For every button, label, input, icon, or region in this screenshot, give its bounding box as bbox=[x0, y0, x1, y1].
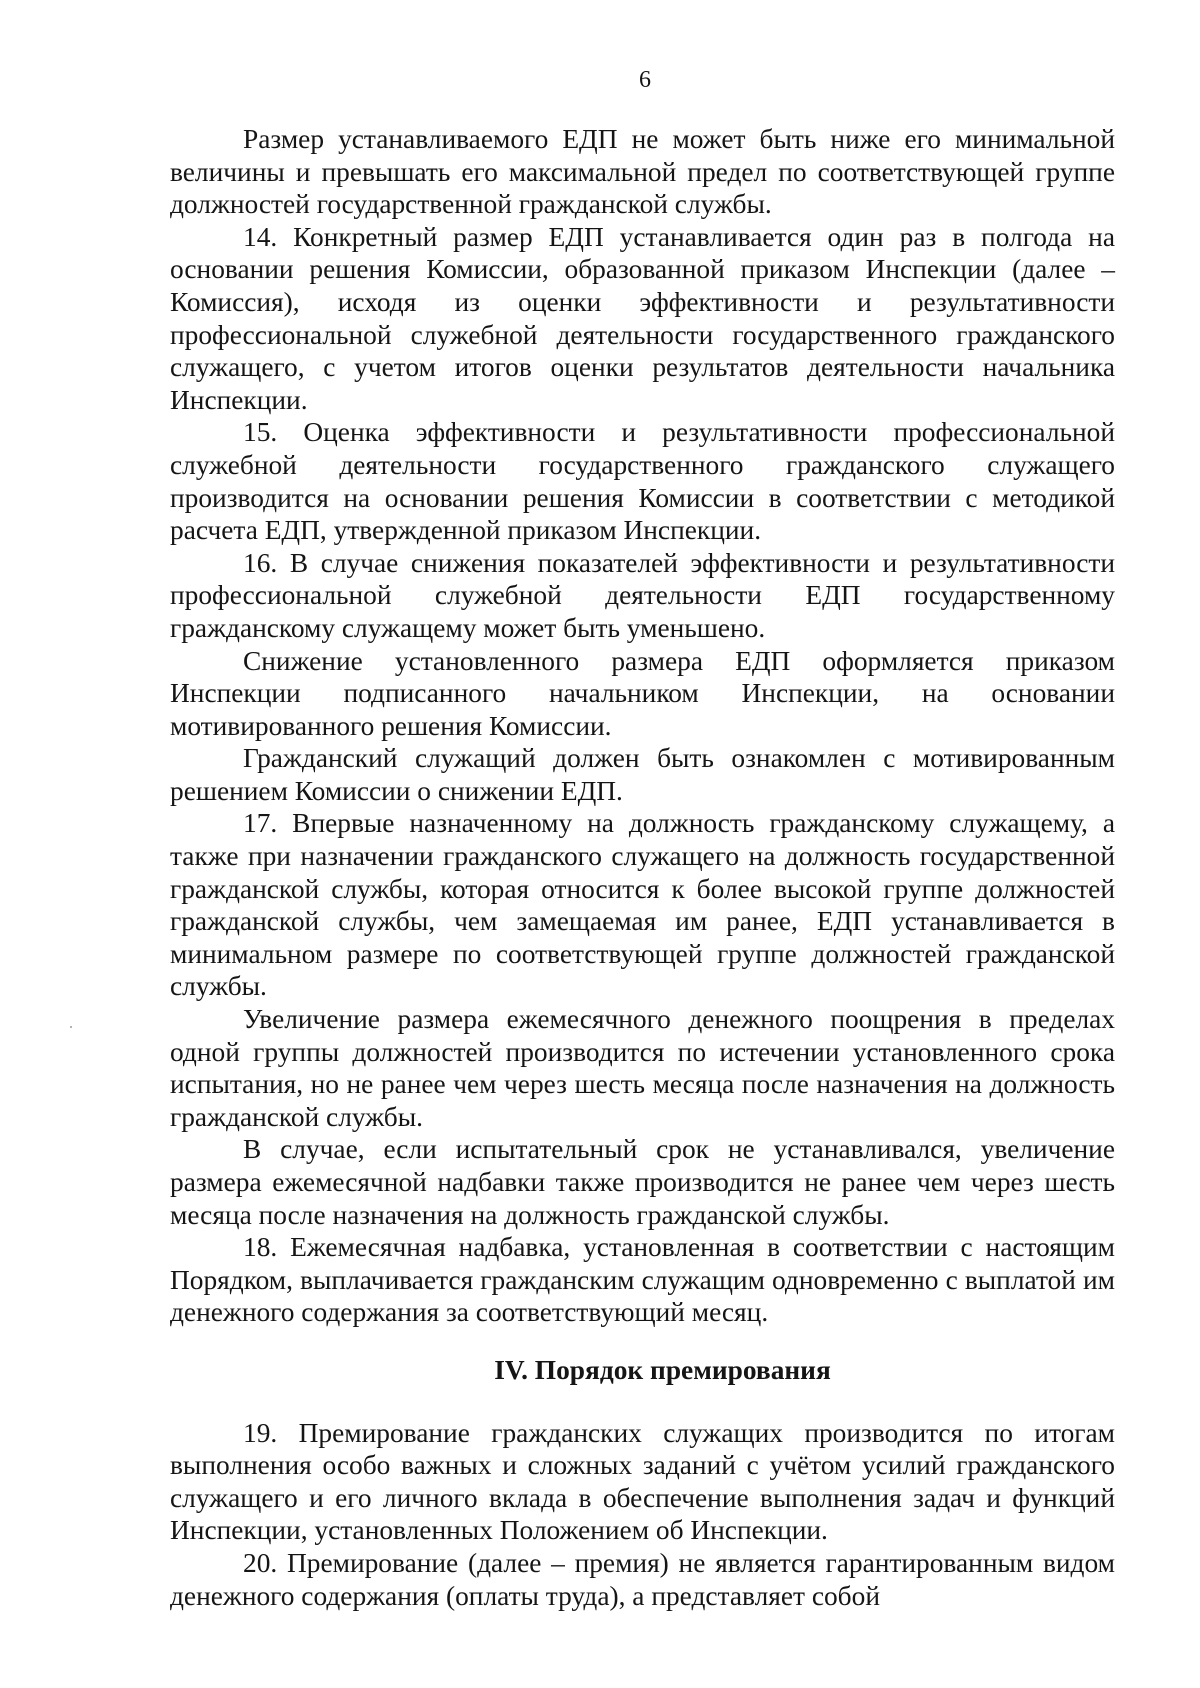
scan-speck bbox=[70, 1026, 72, 1028]
paragraph-bonus-increase: Увеличение размера ежемесячного денежного поощрения в пределах одной группы должностей производится по истечении установленного срока испытания, но не ранее чем через шесть месяца после назначения на должность гражданской службы. bbox=[170, 1004, 1115, 1132]
paragraph-edp-reduction-notice: Гражданский служащий должен быть ознакомлен с мотивированным решением Комиссии о снижении ЕДП. bbox=[170, 743, 1115, 806]
page-number: 6 bbox=[639, 67, 651, 93]
paragraph-edp-reduction-order: Снижение установленного размера ЕДП оформляется приказом Инспекции подписанного начальником Инспекции, на основании мотивированного решения Комиссии. bbox=[170, 645, 1115, 741]
paragraph-edp-limits: Размер устанавливаемого ЕДП не может быть ниже его минимальной величины и превышать его максимальной предел по соответствующей группе должностей государственной гражданской службы. bbox=[170, 124, 1115, 220]
paragraph-20: 20. Премирование (далее – премия) не является гарантированным видом денежного содержания (оплаты труда), а представляет собой bbox=[170, 1547, 1115, 1611]
document-body bbox=[170, 123, 1115, 1612]
paragraph-18: 18. Ежемесячная надбавка, установленная в соответствии с настоящим Порядком, выплачивается гражданским служащим одновременно с выплатой им денежного содержания за соответствующий месяц. bbox=[170, 1232, 1115, 1328]
paragraph-probation-case: В случае, если испытательный срок не устанавливался, увеличение размера ежемесячной надбавки также производится не ранее чем через шесть месяца после назначения на должность гражданской службы. bbox=[170, 1134, 1115, 1230]
paragraph-14: 14. Конкретный размер ЕДП устанавливается один раз в полгода на основании решения Комиссии, образованной приказом Инспекции (далее – Комиссия), исходя из оценки эффективности и результативности профессиональной служебной деятельности государственного гражданского служащего, с учетом итогов оценки результатов деятельности начальника Инспекции. bbox=[170, 221, 1115, 415]
paragraph-16: 16. В случае снижения показателей эффективности и результативности профессиональной служебной деятельности ЕДП государственному гражданскому служащему может быть уменьшено. bbox=[170, 547, 1115, 643]
paragraph-19: 19. Премирование гражданских служащих производится по итогам выполнения особо важных и сложных заданий с учётом усилий гражданского служащего и его личного вклада в обеспечение выполнения задач и функций Инспекции, установленных Положением об Инспекции. bbox=[170, 1417, 1115, 1546]
paragraph-17: 17. Впервые назначенному на должность гражданскому служащему, а также при назначении гражданского служащего на должность государственной гражданской службы, которая относится к более высокой группе должностей гражданской службы, чем замещаемая им ранее, ЕДП устанавливается в минимальном размере по соответствующей группе должностей гражданской службы. bbox=[170, 808, 1115, 1002]
section-heading: IV. Порядок премирования bbox=[494, 1354, 831, 1385]
paragraph-15: 15. Оценка эффективности и результативности профессиональной служебной деятельности государственного гражданского служащего производится на основании решения Комиссии в соответствии с методикой расчета ЕДП, утвержденной приказом Инспекции. bbox=[170, 417, 1115, 546]
